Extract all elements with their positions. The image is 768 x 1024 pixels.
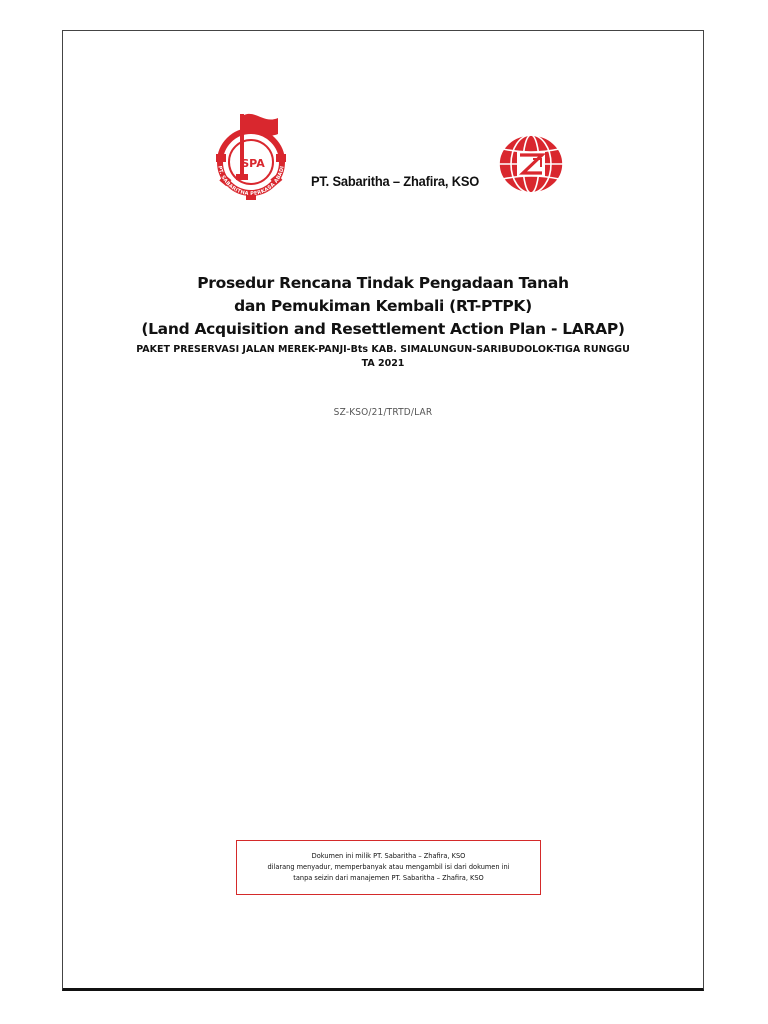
spa-logo-ring-text: PT. SABARITHA PERKASA ABADI — [216, 165, 286, 198]
fiscal-year: TA 2021 — [361, 358, 405, 369]
notice-line-3: tanpa seizin dari manajemen PT. Sabaritha – Zhafira, KSO — [293, 874, 484, 882]
spa-logo — [206, 110, 296, 202]
document-code: SZ-KSO/21/TRTD/LAR — [333, 407, 433, 418]
ownership-notice — [236, 840, 541, 895]
notice-line-1: Dokumen ini milik PT. Sabaritha – Zhafira, KSO — [311, 852, 466, 860]
title-line-2: dan Pemukiman Kembali (RT-PTPK) — [234, 297, 532, 315]
company-name: PT. Sabaritha – Zhafira, KSO — [311, 173, 480, 189]
notice-line-2: dilarang menyadur, memperbanyak atau mengambil isi dari dokumen ini — [267, 863, 510, 871]
package-name: PAKET PRESERVASI JALAN MEREK-PANJI-Bts KAB. SIMALUNGUN-SARIBUDOLOK-TIGA RUNGGU — [136, 344, 630, 355]
title-line-1: Prosedur Rencana Tindak Pengadaan Tanah — [197, 274, 569, 292]
globe-logo — [497, 133, 565, 195]
spa-logo-text: SPA — [241, 157, 265, 170]
title-line-3: (Land Acquisition and Resettlement Action Plan - LARAP) — [141, 320, 625, 338]
title-block — [62, 272, 704, 371]
